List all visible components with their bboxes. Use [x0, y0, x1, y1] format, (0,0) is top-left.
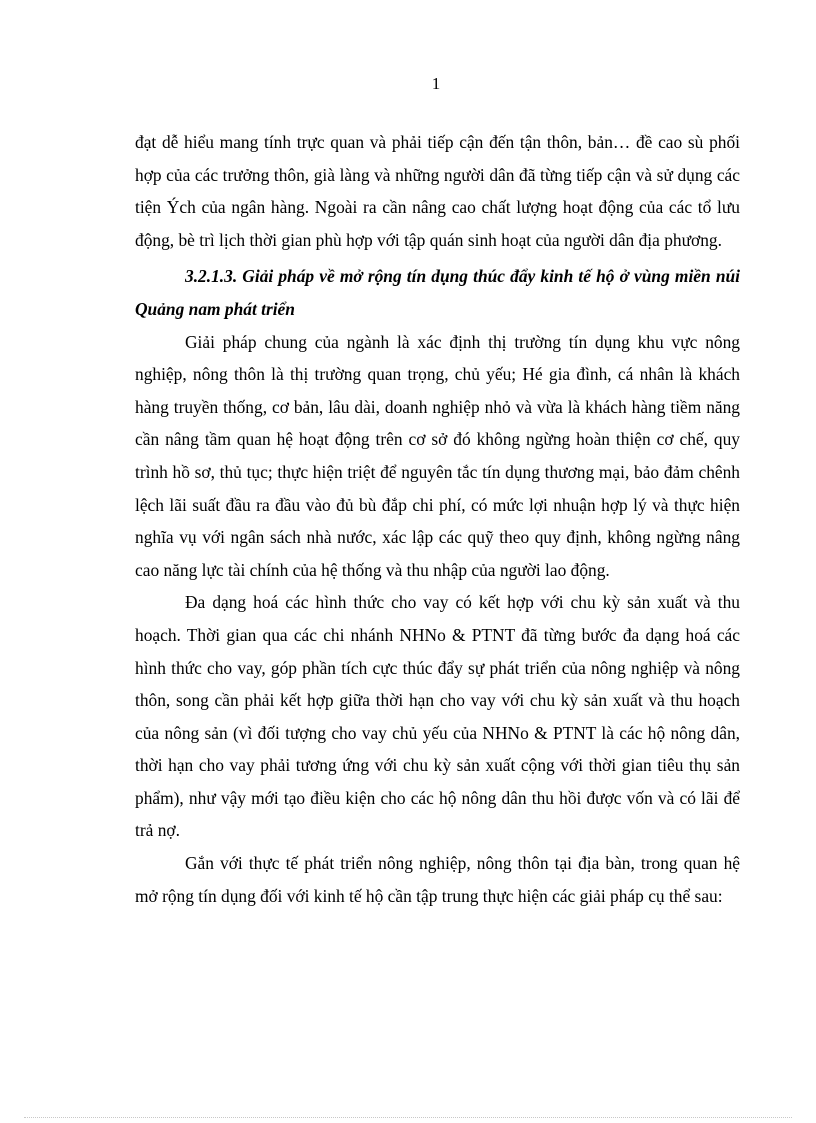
- page-bottom-divider: [24, 1117, 792, 1118]
- page-number: 1: [431, 74, 441, 93]
- section-heading: 3.2.1.3. Giải pháp về mở rộng tín dụng thúc đẩy kinh tế hộ ở vùng miền núi Quảng nam phát triển: [135, 266, 740, 319]
- paragraph-continuation: đạt dễ hiểu mang tính trực quan và phải tiếp cận đến tận thôn, bản… đề cao sù phối hợp của các trưởng thôn, già làng và những người dân đã từng tiếp cận và sử dụng các tiện Ých của ngân hàng. Ngoài ra cần nâng cao chất lượng hoạt động của các tổ lưu động, bè trì lịch thời gian phù hợp với tập quán sinh hoạt của người dân địa phương.: [135, 132, 740, 250]
- paragraph-specific-solutions: Gắn với thực tế phát triển nông nghiệp, nông thôn tại địa bàn, trong quan hệ mở rộng tín dụng đối với kinh tế hộ cần tập trung thực hiện các giải pháp cụ thể sau:: [135, 853, 740, 906]
- paragraph-general-solution: Giải pháp chung của ngành là xác định thị trường tín dụng khu vực nông nghiệp, nông thôn là thị trường quan trọng, chủ yếu; Hé gia đình, cá nhân là khách hàng truyền thống, cơ bản, lâu dài, doanh nghiệp nhỏ và vừa là khách hàng tiềm năng cần nâng tầm quan hệ hoạt động trên cơ sở đó không ngừng hoàn thiện cơ chế, quy trình hồ sơ, thủ tục; thực hiện triệt để nguyên tắc tín dụng thương mại, bảo đảm chênh lệch lãi suất đầu ra đầu vào đủ bù đắp chi phí, có mức lợi nhuận hợp lý và thực hiện nghĩa vụ với ngân sách nhà nước, xác lập các quỹ theo quy định, không ngừng nâng cao năng lực tài chính của hệ thống và thu nhập của người lao động.: [135, 331, 740, 580]
- page-body: [135, 126, 740, 912]
- paragraph-diversify-lending: Đa dạng hoá các hình thức cho vay có kết hợp với chu kỳ sản xuất và thu hoạch. Thời gian qua các chi nhánh NHNo & PTNT đã từng bước đa dạng hoá các hình thức cho vay, góp phần tích cực thúc đẩy sự phát triển của nông nghiệp và nông thôn, song cần phải kết hợp giữa thời hạn cho vay với chu kỳ sản xuất và thu hoạch của nông sản (vì đối tượng cho vay chủ yếu của NHNo & PTNT là các hộ nông dân, thời hạn cho vay phải tương ứng với chu kỳ sản xuất cộng với thời gian tiêu thụ sản phẩm), như vậy mới tạo điều kiện cho các hộ nông dân thu hồi được vốn và có lãi để trả nợ.: [135, 592, 740, 841]
